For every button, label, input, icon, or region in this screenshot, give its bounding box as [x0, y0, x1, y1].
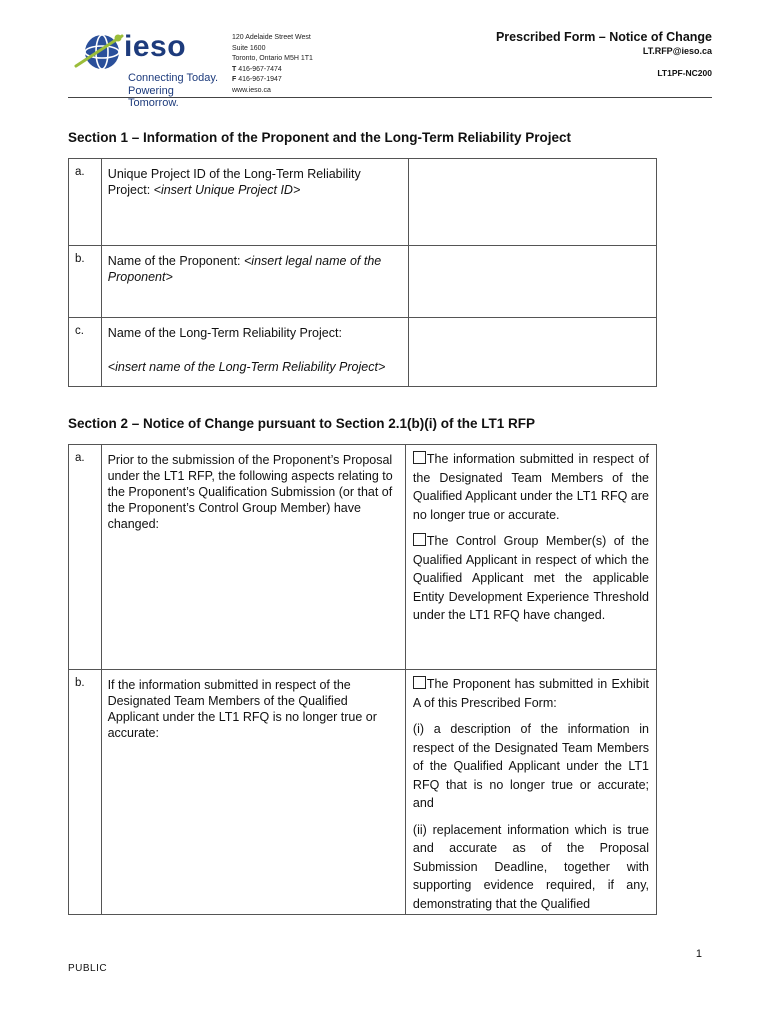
table-row [69, 318, 657, 387]
fax-line: F 416-967-1947 [232, 76, 282, 83]
checkbox[interactable] [413, 533, 426, 546]
tagline-line-1: Connecting Today. [128, 72, 219, 84]
address-line-3: Toronto, Ontario M5H 1T1 [232, 55, 313, 62]
section-2-title: Section 2 – Notice of Change pursuant to Section 2.1(b)(i) of the LT1 RFP [68, 416, 536, 431]
table-row [69, 159, 657, 246]
question-cell: If the information submitted in respect of the Designated Team Members of the Qualified Applicant under the LT1 RFQ is no longer true or accurate: [101, 670, 405, 915]
brand-wordmark: ieso [124, 30, 187, 63]
header-right [496, 30, 712, 78]
page-number: 1 [695, 948, 702, 960]
row-label: b. [69, 670, 102, 915]
contact-email[interactable]: LT.RFP@ieso.ca [642, 46, 712, 56]
section-2-table [68, 444, 657, 915]
option-control-group-changed: The Control Group Member(s) of the Qualified Applicant in respect of which the Qualified Applicant met the applicable Entity Development Experience Threshold under the LT1 RFQ have changed. [412, 534, 649, 622]
unique-project-id-field[interactable] [409, 159, 657, 246]
proponent-name-field[interactable] [409, 246, 657, 318]
question-cell: Unique Project ID of the Long-Term Reliability Project: <insert Unique Project ID> [101, 159, 408, 246]
option-designated-team-changed: The information submitted in respect of the Designated Team Members of the Qualified Applicant under the LT1 RFQ are no longer true or accurate. [412, 452, 649, 522]
question-cell: Prior to the submission of the Proponent’s Proposal under the LT1 RFP, the following aspects relating to the Proponent’s Qualification Submission (or that of the Proponent’s Control Group Member) have changed: [101, 445, 405, 670]
placeholder-text: <insert legal name of the Proponent> [107, 254, 382, 284]
section-1-table [68, 158, 657, 387]
placeholder-text: <insert name of the Long-Term Reliability Project> [107, 360, 386, 374]
item-ii: (ii) replacement information which is true and accurate as of the Proposal Submission Deadline, together with supporting evidence required, if any, demonstrating that the Qualified [412, 822, 649, 911]
question-cell: Name of the Long-Term Reliability Project: <insert name of the Long-Term Reliability Project> [101, 318, 408, 387]
globe-icon [72, 30, 128, 76]
header-divider [68, 97, 712, 98]
table-row [69, 445, 657, 670]
form-title: Prescribed Form – Notice of Change [495, 30, 712, 44]
tagline-line-2: Powering Tomorrow. [128, 85, 179, 109]
section-1-title: Section 1 – Information of the Proponent and the Long-Term Reliability Project [68, 130, 572, 145]
checkbox[interactable] [413, 676, 426, 689]
placeholder-text: <insert Unique Project ID> [153, 183, 301, 197]
phone-line: T 416-967-7474 [232, 65, 282, 73]
address-line-1: 120 Adelaide Street West [232, 34, 311, 41]
row-label: b. [69, 246, 102, 318]
row-label: a. [69, 159, 102, 246]
table-row [69, 246, 657, 318]
answer-cell [405, 670, 656, 915]
address-line-2: Suite 1600 [232, 44, 266, 52]
table-row [69, 670, 657, 915]
row-label: a. [69, 445, 102, 670]
classification-label: PUBLIC [68, 963, 108, 974]
form-code: LT1PF-NC200 [657, 68, 712, 78]
answer-cell [405, 445, 656, 670]
option-exhibit-a-submitted: The Proponent has submitted in Exhibit A of this Prescribed Form: [412, 677, 649, 710]
question-cell: Name of the Proponent: <insert legal name of the Proponent> [101, 246, 408, 318]
checkbox[interactable] [413, 451, 426, 464]
row-label: c. [69, 318, 102, 387]
ieso-logo [72, 30, 227, 109]
address-block [232, 33, 313, 96]
project-name-field[interactable] [409, 318, 657, 387]
website[interactable]: www.ieso.ca [232, 86, 271, 94]
item-i: (i) a description of the information in respect of the Designated Team Members of the Qualified Applicant under the LT1 RFQ that is no longer true or accurate; and [412, 722, 649, 810]
